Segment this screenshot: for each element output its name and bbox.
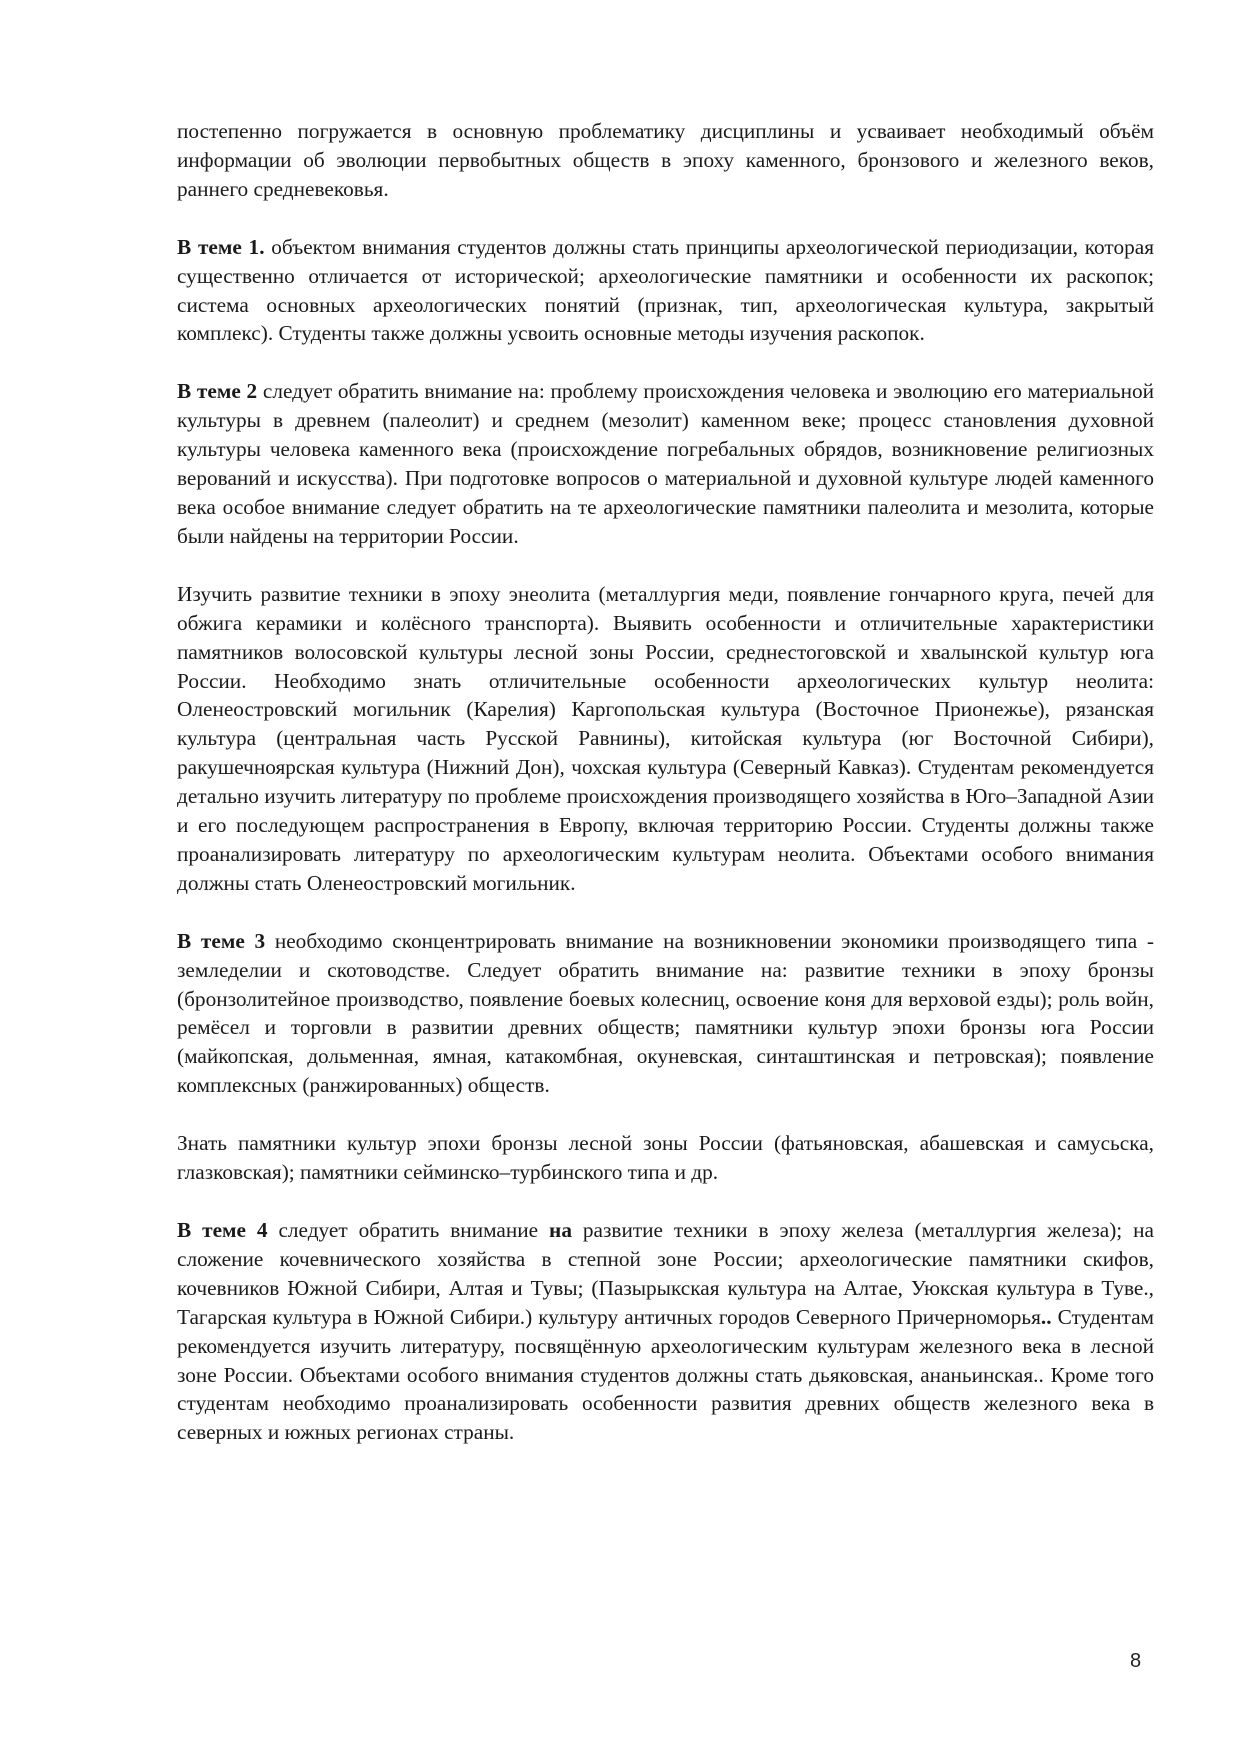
bold-word: на: [549, 1218, 572, 1242]
document-page: [177, 117, 1154, 1476]
paragraph-intro: [177, 117, 1154, 204]
paragraph-text: развитие техники в эпоху железа (металлургия железа); на сложение кочевнического хозяйства в степной зоне России; археологические памятники скифов, кочевников Южной Сибири, Алтая и Тувы; (Пазырыкская культура на Алтае, Уюкская культура в Туве., Тагарская культура в Южной Сибири.) культуру античных городов Северного Причерноморья: [177, 1218, 1154, 1329]
topic-heading: В теме 1.: [177, 234, 265, 259]
paragraph-bronze-forest: [177, 1129, 1154, 1187]
paragraph-topic-2: [177, 377, 1154, 550]
paragraph-topic-4: [177, 1216, 1154, 1447]
paragraph-eneolithic: [177, 580, 1154, 898]
topic-heading: В теме 4: [177, 1218, 268, 1242]
page-number: 8: [1130, 1650, 1142, 1672]
paragraph-text: следует обратить внимание на: проблему происхождения человека и эволюцию его материальной культуры в древнем (палеолит) и среднем (мезолит) каменном веке; процесс становления духовной культуры человека каменного века (происхождение погребальных обрядов, возникновение религиозных верований и искусства). При подготовке вопросов о материальной и духовной культуре людей каменного века особое внимание следует обратить на те археологические памятники палеолита и мезолита, которые были найдены на территории России.: [177, 379, 1155, 548]
paragraph-topic-3: [177, 927, 1154, 1100]
paragraph-text: Изучить развитие техники в эпоху энеолита (металлургия меди, появление гончарного круга, печей для обжига керамики и колёсного транспорта). Выявить особенности и отличительные характеристики памятников волосовской культуры лесной зоны России, среднестоговской и хвалынской культур юга России. Необходимо знать отличительные особенности археологических культур неолита: Оленеостровский могильник (Карелия) Каргопольская культура (Восточное Прионежье), рязанская культура (центральная часть Русской Равнины), китойская культура (юг Восточной Сибири), ракушечноярская культура (Нижний Дон), чохская культура (Северный Кавказ). Студентам рекомендуется детально изучить литературу по проблеме происхождения производящего хозяйства в Юго–Западной Азии и его последующем распространения в Европу, включая территорию России. Студенты должны также проанализировать литературу по археологическим культурам неолита. Объектами особого внимания должны стать Оленеостровский могильник.: [177, 581, 1154, 895]
paragraph-text: постепенно погружается в основную проблематику дисциплины и усваивает необходимый объём информации об эволюции первобытных обществ в эпоху каменного, бронзового и железного веков, раннего средневековья.: [177, 119, 1154, 201]
topic-heading: В теме 3: [177, 928, 266, 953]
paragraph-text: следует обратить внимание: [267, 1218, 550, 1242]
paragraph-text: объектом внимания студентов должны стать принципы археологической периодизации, которая существенно отличается от исторической; археологические памятники и особенности их раскопок; система основных археологических понятий (признак, тип, археологическая культура, закрытый комплекс). Студенты также должны усвоить основные методы изучения раскопок.: [177, 234, 1154, 346]
paragraph-text: Знать памятники культур эпохи бронзы лесной зоны России (фатьяновская, абашевская и самусьска, глазковская); памятники сейминско–турбинского типа и др.: [177, 1131, 1154, 1185]
paragraph-text: необходимо сконцентрировать внимание на возникновении экономики производящего типа - земледелии и скотоводстве. Следует обратить внимание на: развитие техники в эпоху бронзы (бронзолитейное производство, появление боевых колесниц, освоение коня для верховой езды); роль войн, ремёсел и торговли в развитии древних обществ; памятники культур эпохи бронзы юга России (майкопская, дольменная, ямная, катакомбная, окуневская, синташтинская и петровская); появление комплексных (ранжированных) обществ.: [177, 928, 1154, 1098]
paragraph-text: Студентам рекомендуется изучить литературу, посвящённую археологическим культурам железного века в лесной зоне России. Объектами особого внимания студентов должны стать дьяковская, ананьинская.. Кроме того студентам необходимо проанализировать особенности развития древних обществ железного века в северных и южных регионах страны.: [177, 1304, 1155, 1445]
topic-heading: В теме 2: [177, 379, 258, 404]
paragraph-topic-1: [177, 233, 1154, 349]
bold-dots: ..: [1040, 1304, 1052, 1329]
